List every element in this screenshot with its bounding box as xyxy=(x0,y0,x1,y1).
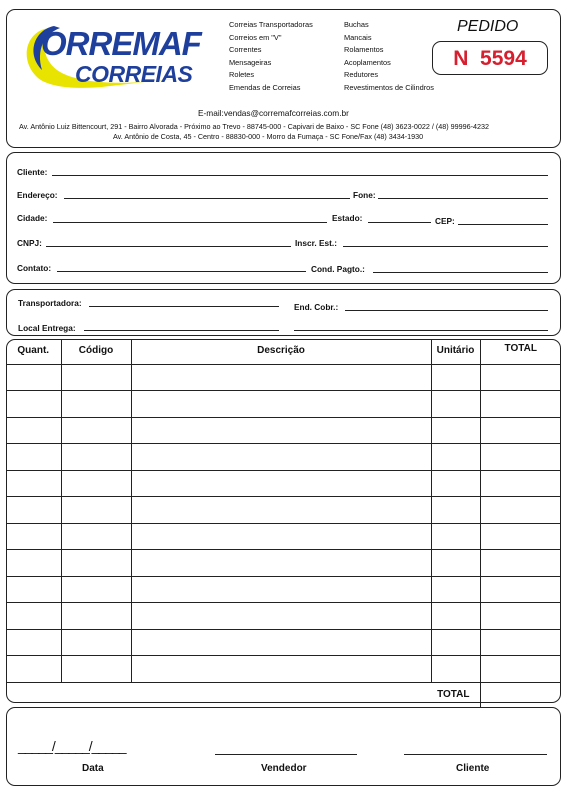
address-2: Av. Antônio de Costa, 45 - Centro - 88830-000 - Morro da Fumaça - SC Fone/Fax (48) 3434-1930 xyxy=(113,132,424,141)
fone-label: Fone: xyxy=(353,190,376,200)
table-cell[interactable] xyxy=(431,629,480,656)
table-cell[interactable] xyxy=(480,417,561,444)
table-cell[interactable] xyxy=(6,470,61,497)
table-cell[interactable] xyxy=(431,497,480,524)
product-item: Emendas de Correias xyxy=(229,82,301,92)
table-cell[interactable] xyxy=(431,417,480,444)
product-item: Correios em "V" xyxy=(229,32,282,42)
table-row xyxy=(6,523,561,550)
client-box xyxy=(6,152,561,284)
table-cell[interactable] xyxy=(61,417,131,444)
order-number-box xyxy=(432,41,548,75)
local-entrega-label: Local Entrega: xyxy=(18,323,76,333)
table-cell[interactable] xyxy=(61,550,131,577)
data-label: Data xyxy=(82,763,104,774)
total-label-cell xyxy=(6,682,480,707)
table-cell[interactable] xyxy=(431,576,480,603)
table-cell[interactable] xyxy=(6,523,61,550)
table-cell[interactable] xyxy=(6,576,61,603)
cep-field[interactable] xyxy=(458,224,548,225)
table-cell[interactable] xyxy=(6,550,61,577)
table-row xyxy=(6,550,561,577)
cliente-signature-line[interactable] xyxy=(404,754,547,755)
end-cobr-label: End. Cobr.: xyxy=(294,302,339,312)
header-total: TOTAL xyxy=(480,339,561,364)
cond-pagto-label: Cond. Pagto.: xyxy=(311,264,365,274)
table-cell[interactable] xyxy=(61,656,131,683)
fone-field[interactable] xyxy=(378,198,548,199)
cnpj-label: CNPJ: xyxy=(17,238,42,248)
product-item: Correias Transportadoras xyxy=(229,20,313,29)
table-cell[interactable] xyxy=(480,391,561,418)
table-cell[interactable] xyxy=(61,497,131,524)
contato-field[interactable] xyxy=(57,271,306,272)
table-cell[interactable] xyxy=(6,497,61,524)
table-cell[interactable] xyxy=(61,391,131,418)
table-row xyxy=(6,470,561,497)
date-slots[interactable]: _____/_____/_____ xyxy=(18,738,126,754)
table-cell[interactable] xyxy=(431,656,480,683)
email: E-mail:vendas@corremafcorreias.com.br xyxy=(198,108,349,118)
endereco-field[interactable] xyxy=(64,198,350,199)
product-item: Acoplamentos xyxy=(344,57,391,67)
table-cell[interactable] xyxy=(6,364,61,391)
table-cell[interactable] xyxy=(131,444,431,471)
table-cell[interactable] xyxy=(61,629,131,656)
product-item: Mensageiras xyxy=(229,57,272,67)
table-cell[interactable] xyxy=(131,497,431,524)
table-cell[interactable] xyxy=(480,470,561,497)
logo-line1: ORREMAF xyxy=(41,25,201,62)
logo-line2: CORREIAS xyxy=(75,61,193,87)
table-row xyxy=(6,364,561,391)
cliente-field[interactable] xyxy=(52,175,548,176)
order-number: N 5594 xyxy=(453,47,527,70)
product-item: Roletes xyxy=(229,70,255,79)
product-item: Redutores xyxy=(344,70,379,79)
table-cell[interactable] xyxy=(431,523,480,550)
endereco-label: Endereço: xyxy=(17,190,58,200)
table-cell[interactable] xyxy=(131,417,431,444)
inscr-label: Inscr. Est.: xyxy=(295,238,337,248)
product-item: Correntes xyxy=(229,45,262,54)
cnpj-field[interactable] xyxy=(46,246,291,247)
table-cell[interactable] xyxy=(431,603,480,630)
table-cell[interactable] xyxy=(131,550,431,577)
transportadora-label: Transportadora: xyxy=(18,298,82,308)
table-cell[interactable] xyxy=(480,629,561,656)
vendedor-label: Vendedor xyxy=(261,763,307,774)
end-cobr-field[interactable] xyxy=(345,310,548,311)
product-list-1 xyxy=(229,20,313,92)
table-cell[interactable] xyxy=(6,629,61,656)
contato-label: Contato: xyxy=(17,263,52,273)
header-quant: Quant. xyxy=(6,339,61,364)
table-cell[interactable] xyxy=(61,523,131,550)
table-cell[interactable] xyxy=(6,417,61,444)
total-label: TOTAL xyxy=(437,689,470,700)
table-cell[interactable] xyxy=(431,550,480,577)
table-cell[interactable] xyxy=(480,550,561,577)
transportadora-field[interactable] xyxy=(89,306,279,307)
table-cell[interactable] xyxy=(6,391,61,418)
table-cell[interactable] xyxy=(131,470,431,497)
product-item: Rolamentos xyxy=(344,45,384,54)
table-row xyxy=(6,391,561,418)
table-cell[interactable] xyxy=(6,444,61,471)
table-cell[interactable] xyxy=(480,656,561,683)
table-cell[interactable] xyxy=(6,656,61,683)
table-row xyxy=(6,629,561,656)
shipping-extra-field[interactable] xyxy=(294,330,548,331)
product-item: Revestimentos de Cilindros xyxy=(344,82,434,92)
pedido-label: PEDIDO xyxy=(457,18,519,35)
product-list-2 xyxy=(344,20,434,92)
header-codigo: Código xyxy=(61,339,131,364)
table-cell[interactable] xyxy=(131,391,431,418)
table-cell[interactable] xyxy=(61,364,131,391)
table-cell[interactable] xyxy=(431,444,480,471)
inscr-field[interactable] xyxy=(343,246,548,247)
table-cell[interactable] xyxy=(431,391,480,418)
table-cell[interactable] xyxy=(480,497,561,524)
product-item: Mancais xyxy=(344,32,372,42)
cond-pagto-field[interactable] xyxy=(373,272,548,273)
cep-label: CEP: xyxy=(435,216,455,226)
cliente-label: Cliente: xyxy=(17,167,48,177)
vendedor-signature-line[interactable] xyxy=(215,754,357,755)
table-cell[interactable] xyxy=(131,364,431,391)
table-cell[interactable] xyxy=(61,576,131,603)
local-entrega-field[interactable] xyxy=(84,330,279,331)
company-logo xyxy=(20,20,216,92)
table-row xyxy=(6,576,561,603)
estado-label: Estado: xyxy=(332,213,363,223)
table-cell[interactable] xyxy=(480,576,561,603)
table-cell[interactable] xyxy=(480,364,561,391)
table-cell[interactable] xyxy=(61,603,131,630)
table-row xyxy=(6,444,561,471)
items-table xyxy=(6,339,561,707)
table-cell[interactable] xyxy=(131,576,431,603)
table-cell[interactable] xyxy=(131,523,431,550)
shipping-box xyxy=(6,289,561,336)
product-item: Buchas xyxy=(344,20,369,29)
table-cell[interactable] xyxy=(61,470,131,497)
table-row xyxy=(6,656,561,683)
table-cell[interactable] xyxy=(480,603,561,630)
cliente-signature-label: Cliente xyxy=(456,763,490,774)
cidade-field[interactable] xyxy=(53,222,327,223)
table-row xyxy=(6,417,561,444)
table-cell[interactable] xyxy=(131,629,431,656)
items-header-row xyxy=(6,339,561,364)
address-1: Av. Antônio Luiz Bittencourt, 291 - Bairro Alvorada - Próximo ao Trevo - 88745-000 - Capivari de Baixo - SC Fone (48) 3623-0022 / (48) 99996-4232 xyxy=(19,122,489,131)
table-row xyxy=(6,497,561,524)
table-cell[interactable] xyxy=(431,364,480,391)
table-cell[interactable] xyxy=(431,470,480,497)
table-cell[interactable] xyxy=(6,603,61,630)
header-unitario: Unitário xyxy=(431,339,480,364)
estado-field[interactable] xyxy=(368,222,431,223)
table-cell[interactable] xyxy=(131,603,431,630)
table-cell[interactable] xyxy=(480,523,561,550)
table-row xyxy=(6,603,561,630)
cidade-label: Cidade: xyxy=(17,213,48,223)
table-cell[interactable] xyxy=(480,444,561,471)
total-row xyxy=(6,682,561,707)
grand-total-cell[interactable] xyxy=(480,682,561,707)
table-cell[interactable] xyxy=(61,444,131,471)
header-descricao: Descrição xyxy=(131,339,431,364)
table-cell[interactable] xyxy=(131,656,431,683)
